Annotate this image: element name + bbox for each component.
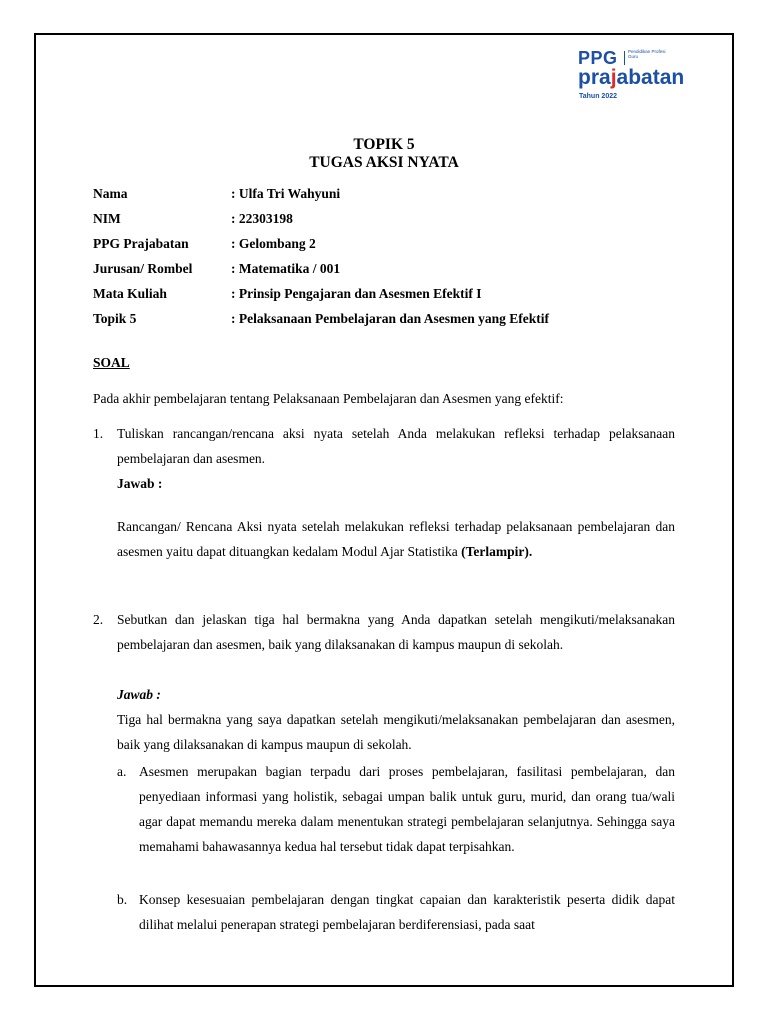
info-row: Nama : Ulfa Tri Wahyuni (93, 186, 341, 201)
student-info (93, 186, 549, 336)
answer-point-b-marker: b. (117, 892, 128, 907)
logo-divider (624, 51, 625, 65)
page-title-topic: TOPIK 5 (353, 136, 415, 153)
question-1-number: 1. (93, 426, 104, 441)
info-row: NIM : 22303198 (93, 211, 293, 226)
answer-point-b-text: Konsep kesesuaian pembelajaran dengan tingkat capaian dan karakteristik peserta didik dapat dilihat melalui penerapan strategi pembelajaran berdiferensiasi, pada saat (139, 892, 675, 932)
ppg-prajabatan-logo (578, 48, 698, 104)
question-2-jawab-label: Jawab : (117, 687, 161, 702)
logo-ppg-text: PPG (578, 48, 618, 68)
info-row: Jurusan/ Rombel : Matematika / 001 (93, 261, 341, 276)
info-row: Mata Kuliah : Prinsip Pengajaran dan Asesmen Efektif I (93, 286, 482, 301)
page-title-task: TUGAS AKSI NYATA (309, 154, 459, 171)
question-1-jawab-label: Jawab : (117, 476, 163, 491)
soal-heading: SOAL (93, 355, 130, 370)
question-2-text: Sebutkan dan jelaskan tiga hal bermakna yang Anda dapatkan setelah mengikuti/melaksanakan pembelajaran dan asesmen, baik yang dilaksanakan di kampus maupun di sekolah. (117, 612, 675, 652)
info-row: PPG Prajabatan : Gelombang 2 (93, 236, 316, 251)
logo-year: Tahun 2022 (579, 93, 617, 100)
info-row: Topik 5 : Pelaksanaan Pembelajaran dan Asesmen yang Efektif (93, 311, 550, 326)
question-2-answer: Tiga hal bermakna yang saya dapatkan setelah mengikuti/melaksanakan pembelajaran dan asesmen, baik yang dilaksanakan di kampus maupun di sekolah. (117, 712, 675, 752)
soal-intro: Pada akhir pembelajaran tentang Pelaksanaan Pembelajaran dan Asesmen yang efektif: (93, 391, 564, 406)
question-1-text: Tuliskan rancangan/rencana aksi nyata setelah Anda melakukan refleksi terhadap pelaksanaan pembelajaran dan asesmen. (117, 426, 675, 466)
logo-prajabatan-text: prajabatan (578, 66, 685, 89)
answer-point-a-marker: a. (117, 764, 127, 779)
question-2-number: 2. (93, 612, 104, 627)
question-1-answer: Rancangan/ Rencana Aksi nyata setelah melakukan refleksi terhadap pelaksanaan pembelajaran dan asesmen yaitu dapat dituangkan kedalam Modul Ajar Statistika (Terlampir). (117, 519, 675, 559)
answer-point-a-text: Asesmen merupakan bagian terpadu dari proses pembelajaran, fasilitasi pembelajaran, dan penyediaan informasi yang holistik, sebagai umpan balik untuk guru, murid, dan orang tua/wali agar dapat memandu mereka dalam menentukan strategi pembelajaran selanjutnya. Sehingga saya memahami bahawasannya kedua hal tersebut tidak dapat terpisahkan. (139, 764, 675, 854)
logo-subtitle: Pendidikan Profesi Guru (628, 49, 666, 59)
